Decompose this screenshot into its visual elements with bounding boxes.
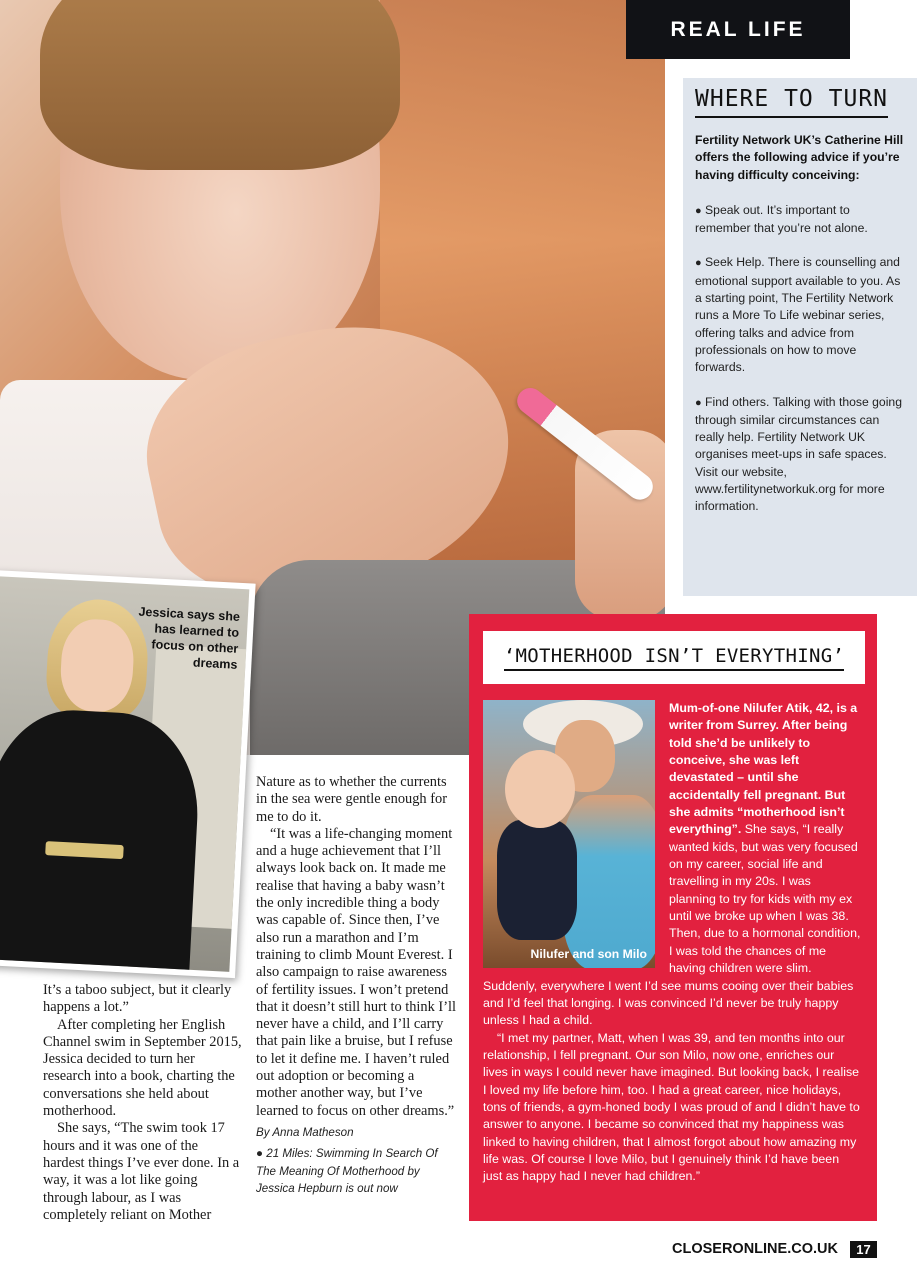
page-number: 17	[850, 1241, 877, 1258]
book-note: ● 21 Miles: Swimming In Search Of The Meaning Of Motherhood by Jessica Hepburn is out now	[256, 1147, 438, 1195]
where-to-turn-sidebar	[683, 78, 917, 596]
paragraph: After completing her English Channel swim in September 2015, Jessica decided to turn her research into a book, charting the conversations she held about motherhood.	[43, 1016, 242, 1120]
body-column-1	[43, 982, 243, 1224]
jessica-photo	[0, 570, 256, 978]
bullet-icon: ●	[695, 257, 702, 270]
section-tag: REAL LIFE	[626, 0, 850, 59]
paragraph: “It was a life-changing moment and a huge achievement that I’ll always look back on. It made me realise that having a baby wasn’t the only incredible thing a body was capable of. Since then, I’ve also run a marathon and I’m training to climb Mount Everest. I also campaign to raise awareness of fertility issues. I won’t pretend that it doesn’t still hurt to think I’ll never have a child, and I’ll carry that pain like a bruise, but I refuse to let it define me. I haven’t ruled out adoption or becoming a mother another way, but I’ve learned to focus on other dreams.”	[256, 825, 456, 1119]
bullet-icon: ●	[695, 396, 702, 409]
feature-paragraph: “I met my partner, Matt, when I was 39, and ten months into our relationship, I fell pregnant. Our son Milo, now one, enriches our lives in ways I could never have imagined. But looking back, I realise I loved my life before him, too. I had a great career, nice holidays, tons of friends, a gym-honed body I was proud of and I didn’t have to answer to anyone. I became so convinced that my happiness was linked to having children, that I almost forgot about how amazing my life was. Of course I love Milo, but I genuinely think I’d have been just as happy had I never had children.”	[483, 1030, 860, 1184]
paragraph: Nature as to whether the currents in the sea were gentle enough for me to do it.	[256, 774, 447, 825]
bullet-icon: ●	[695, 204, 702, 217]
nilufer-photo-caption: Nilufer and son Milo	[530, 947, 647, 961]
sidebar-intro: Fertility Network UK’s Catherine Hill offers the following advice if you’re having difficulty conceiving:	[695, 133, 904, 182]
feature-title-box	[483, 631, 865, 684]
sidebar-item: ● Seek Help. There is counselling and emotional support available to you. As a starting point, The Fertility Network runs a More To Life webinar series, offering talks and advice from professionals on how to move forwards.	[695, 255, 901, 375]
body-column-2	[256, 774, 456, 1197]
footer-site: CLOSERONLINE.CO.UK	[672, 1241, 838, 1257]
feature-title: ‘MOTHERHOOD ISN’T EVERYTHING’	[504, 645, 844, 671]
feature-text	[483, 700, 861, 1186]
paragraph: It’s a taboo subject, but it clearly happens a lot.”	[43, 982, 232, 1016]
paragraph: She says, “The swim took 17 hours and it was one of the hardest things I’ve ever done. In a way, it was a lot like going through labour, as I was completely reliant on Mother	[43, 1120, 240, 1223]
byline: By Anna Matheson	[256, 1125, 354, 1139]
feature-lead: Mum-of-one Nilufer Atik, 42, is a writer from Surrey. After being told she’d be unlikely to conceive, she was left devastated – until she accidentally fell pregnant. But she admits “motherhood isn’t everything”.	[669, 701, 858, 837]
motherhood-feature-box	[469, 614, 877, 1221]
bullet-icon: ●	[256, 1147, 264, 1161]
jessica-photo-caption: Jessica says she has learned to focus on other dreams	[138, 604, 241, 672]
feature-paragraph: Mum-of-one Nilufer Atik, 42, is a writer from Surrey. After being told she’d be unlikely to conceive, she was left devastated – until she accidentally fell pregnant. But she admits “motherhood isn’t everything”. She says, “I really wanted kids, but was very focused on my career, social life and travelling in my 20s. I was planning to try for kids with my ex until we broke up when I was 38. Then, due to a hormonal condition, I was told the chances of me having children were slim. Suddenly, everywhere I went I’d see mums cooing over their babies and I’d feel that longing. I was convinced I’d never be truly happy unless I had a child.	[483, 701, 861, 1028]
sidebar-item: ● Find others. Talking with those going through similar circumstances can really help. Fertility Network UK organises meet-ups in safe spaces. Visit our website, www.fertilitynetworkuk.org for more information.	[695, 394, 902, 514]
sidebar-item: ● Speak out. It’s important to remember that you’re not alone.	[695, 202, 868, 236]
sidebar-title: WHERE TO TURN	[695, 86, 888, 118]
